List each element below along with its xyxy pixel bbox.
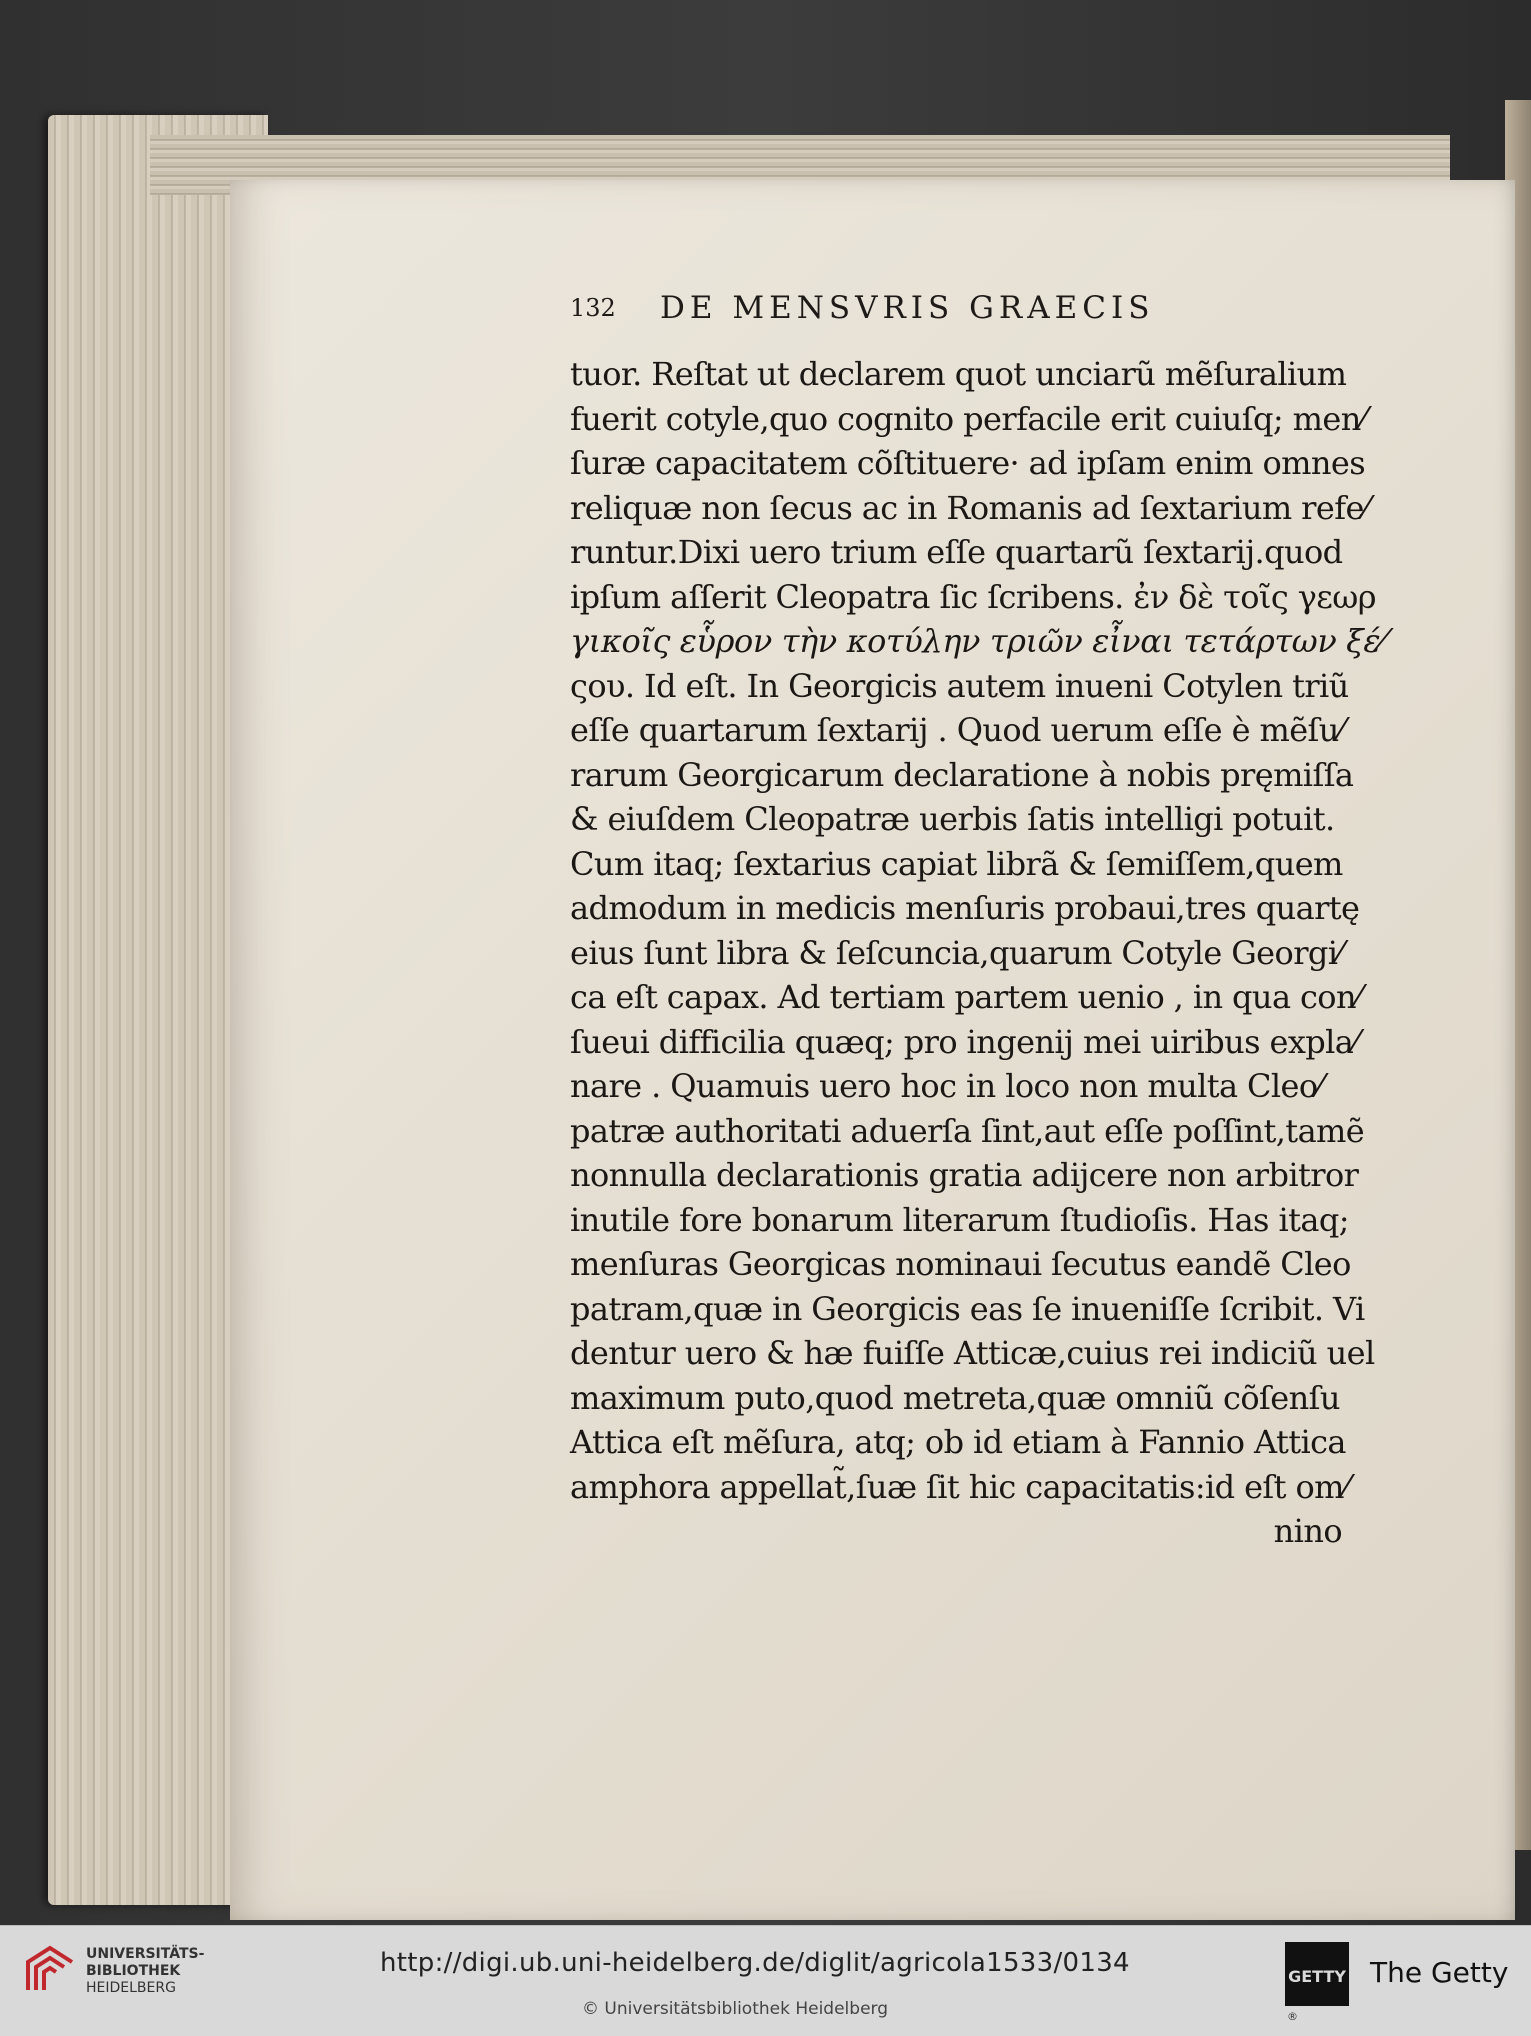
text-line: menſuras Georgicas nominaui ſecutus eandẽ Cleo [570, 1245, 1351, 1283]
text-line: Attica eſt mẽſura, atq; ob id etiam à Fannio Attica [570, 1423, 1346, 1461]
text-line: maximum puto,quod metreta,quæ omniũ cõſenſu [570, 1378, 1340, 1417]
text-line: ipſum aſſerit Cleopatra ſic ſcribens. ἐν δὲ τοῖς γεωρ [570, 577, 1376, 616]
university-library-logo-icon [20, 1938, 80, 1998]
page-number: 132 [570, 294, 616, 322]
text-line: Cum itaq; ſextarius capiat librã & ſemiſſem,quem [570, 844, 1343, 883]
copyright-notice: © Universitätsbibliothek Heidelberg [582, 1999, 889, 2019]
text-line: ſuræ capacitatem cõſtituere· ad ipſam enim omnes [570, 444, 1366, 482]
text-line: patram,quæ in Georgicis eas ſe inueniſſe ſcribit. Vi [570, 1289, 1365, 1328]
text-line: reliquæ non ſecus ac in Romanis ad ſextarium refe⁄ [570, 488, 1369, 527]
library-name: UNIVERSITÄTS- BIBLIOTHEK HEIDELBERG [86, 1946, 205, 1996]
text-line: eius ſunt libra & ſeſcuncia,quarum Cotyle Georgi⁄ [570, 933, 1343, 972]
text-line: ca eſt capax. Ad tertiam partem uenio , in qua con⁄ [570, 978, 1361, 1016]
svg-text:GETTY: GETTY [1288, 1967, 1346, 1986]
text-line: dentur uero & hæ fuiſſe Atticæ,cuius rei indiciũ uel [570, 1334, 1375, 1372]
text-line: nare . Quamuis uero hoc in loco non multa Cleo⁄ [570, 1067, 1323, 1105]
page-header [570, 290, 1230, 340]
registered-mark: ® [1287, 2010, 1298, 2023]
text-line: ςου. Id eſt. In Georgicis autem inueni Cotylen triũ [570, 666, 1349, 705]
text-line: ſueui difficilia quæq; pro ingenij mei uiribus expla⁄ [570, 1022, 1359, 1061]
text-line: rarum Georgicarum declaratione à nobis pręmiſſa [570, 755, 1354, 794]
text-line: fuerit cotyle,quo cognito perfacile erit cuiuſq; men⁄ [570, 399, 1366, 438]
text-line-greek: γικοῖς εὗρον τὴν κοτύλην τριῶν εἶναι τετάρτων ξέ⁄ [570, 622, 1386, 660]
text-line: inutile fore bonarum literarum ſtudioſis. Has itaq; [570, 1200, 1349, 1239]
text-line: admodum in medicis menſuris probaui,tres quartę [570, 889, 1360, 927]
getty-name: The Getty [1370, 1956, 1509, 1989]
text-line: patræ authoritati aduerſa ſint,aut eſſe poſſint,tamẽ [570, 1111, 1365, 1150]
viewer-footer [0, 1925, 1531, 2036]
text-block [570, 352, 1386, 1554]
running-title: DE MENSVRIS GRAECIS [660, 290, 1155, 326]
text-line: & eiuſdem Cleopatræ uerbis ſatis intelligi potuit. [570, 800, 1335, 838]
catchword: nino [1273, 1512, 1342, 1550]
text-line: tuor. Reſtat ut declarem quot unciarũ mẽſuralium [570, 355, 1347, 393]
text-line: nonnulla declarationis gratia adijcere non arbitror [570, 1156, 1359, 1194]
text-line: amphora appellat̃,ſuæ ſit hic capacitatis:id eſt om⁄ [570, 1467, 1349, 1506]
text-line: eſſe quartarum ſextarij . Quod uerum eſſe è mẽſu⁄ [570, 711, 1344, 749]
getty-logo-icon [1285, 1942, 1349, 2006]
permalink-url[interactable]: http://digi.ub.uni-heidelberg.de/diglit/agricola1533/0134 [380, 1948, 1130, 1978]
text-line: runtur.Dixi uero trium eſſe quartarũ ſextarij.quod [570, 533, 1343, 571]
